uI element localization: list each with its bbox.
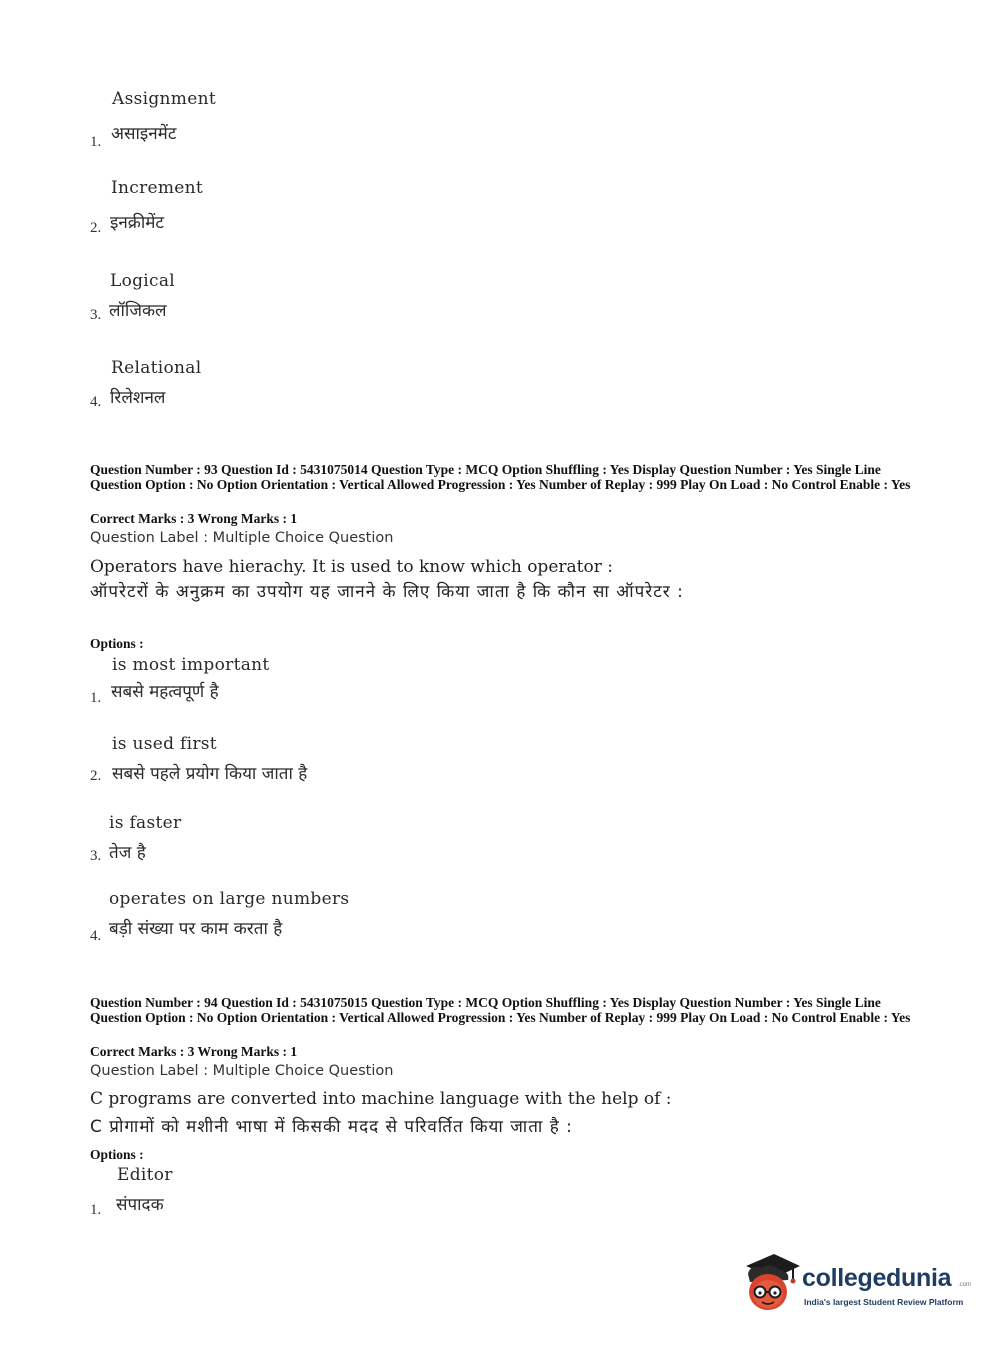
option-1-text-hi: सबसे महत्वपूर्ण है [111, 682, 219, 702]
option-3-text-hi: लॉजिकल [109, 301, 167, 321]
option-1-text-en: Editor [117, 1165, 173, 1185]
option-4-number: 4. [90, 394, 102, 410]
logo-tagline: India's largest Student Review Platform [804, 1297, 964, 1307]
option-1-text-en: is most important [112, 655, 270, 675]
option-1-text-hi: संपादक [116, 1195, 164, 1215]
options-label: Options : [90, 636, 144, 651]
question-meta: Question Number : 94 Question Id : 5431075015 Question Type : MCQ Option Shuffling : Yes Display Question Number : Yes Single Line Question Option : No Option Orientation : Vertical Allowed Progression : Yes Number of Replay : 999 Play On Load : No Control Enable : Yes [90, 995, 911, 1025]
question-marks: Correct Marks : 3 Wrong Marks : 1 [90, 1044, 298, 1059]
option-4-text-en: Relational [111, 358, 202, 378]
option-2-text-en: Increment [111, 178, 204, 198]
question-label: Question Label : Multiple Choice Question [90, 530, 394, 546]
question-text-en: Operators have hierachy. It is used to know which operator : [90, 557, 613, 577]
option-2-text-hi: इनक्रीमेंट [110, 213, 164, 233]
option-2-text-hi: सबसे पहले प्रयोग किया जाता है [112, 764, 308, 784]
option-3-number: 3. [90, 307, 102, 323]
option-3-number: 3. [90, 848, 102, 864]
logo-wordmark: collegedunia [802, 1264, 952, 1292]
option-1-number: 1. [90, 1202, 102, 1218]
options-label: Options : [90, 1147, 144, 1162]
option-4-text-en: operates on large numbers [109, 889, 350, 909]
option-4-number: 4. [90, 928, 102, 944]
option-2-text-en: is used first [112, 734, 217, 754]
option-4-text-hi: रिलेशनल [110, 388, 166, 408]
collegedunia-logo [740, 1250, 970, 1320]
question-text-hi: C प्रोगामों को मशीनी भाषा में किसकी मदद से परिवर्तित किया जाता है : [90, 1117, 573, 1137]
question-text-en: C programs are converted into machine language with the help of : [90, 1089, 672, 1109]
option-2-number: 2. [90, 220, 102, 236]
graduate-mascot-icon [740, 1250, 802, 1316]
option-3-text-en: is faster [109, 813, 182, 833]
option-1-text-en: Assignment [112, 89, 216, 109]
option-4-text-hi: बड़ी संख्या पर काम करता है [109, 919, 283, 939]
option-1-number: 1. [90, 134, 102, 150]
option-1-text-hi: असाइनमेंट [111, 124, 177, 144]
option-3-text-hi: तेज है [109, 843, 146, 863]
option-1-number: 1. [90, 690, 102, 706]
question-label: Question Label : Multiple Choice Question [90, 1063, 394, 1079]
question-text-hi: ऑपरेटरों के अनुक्रम का उपयोग यह जानने के लिए किया जाता है कि कौन सा ऑपरेटर : [90, 582, 684, 602]
question-meta: Question Number : 93 Question Id : 5431075014 Question Type : MCQ Option Shuffling : Yes Display Question Number : Yes Single Line Question Option : No Option Orientation : Vertical Allowed Progression : Yes Number of Replay : 999 Play On Load : No Control Enable : Yes [90, 462, 911, 492]
option-3-text-en: Logical [110, 271, 176, 291]
option-2-number: 2. [90, 768, 102, 784]
logo-domain: .com [958, 1282, 972, 1288]
question-marks: Correct Marks : 3 Wrong Marks : 1 [90, 511, 298, 526]
